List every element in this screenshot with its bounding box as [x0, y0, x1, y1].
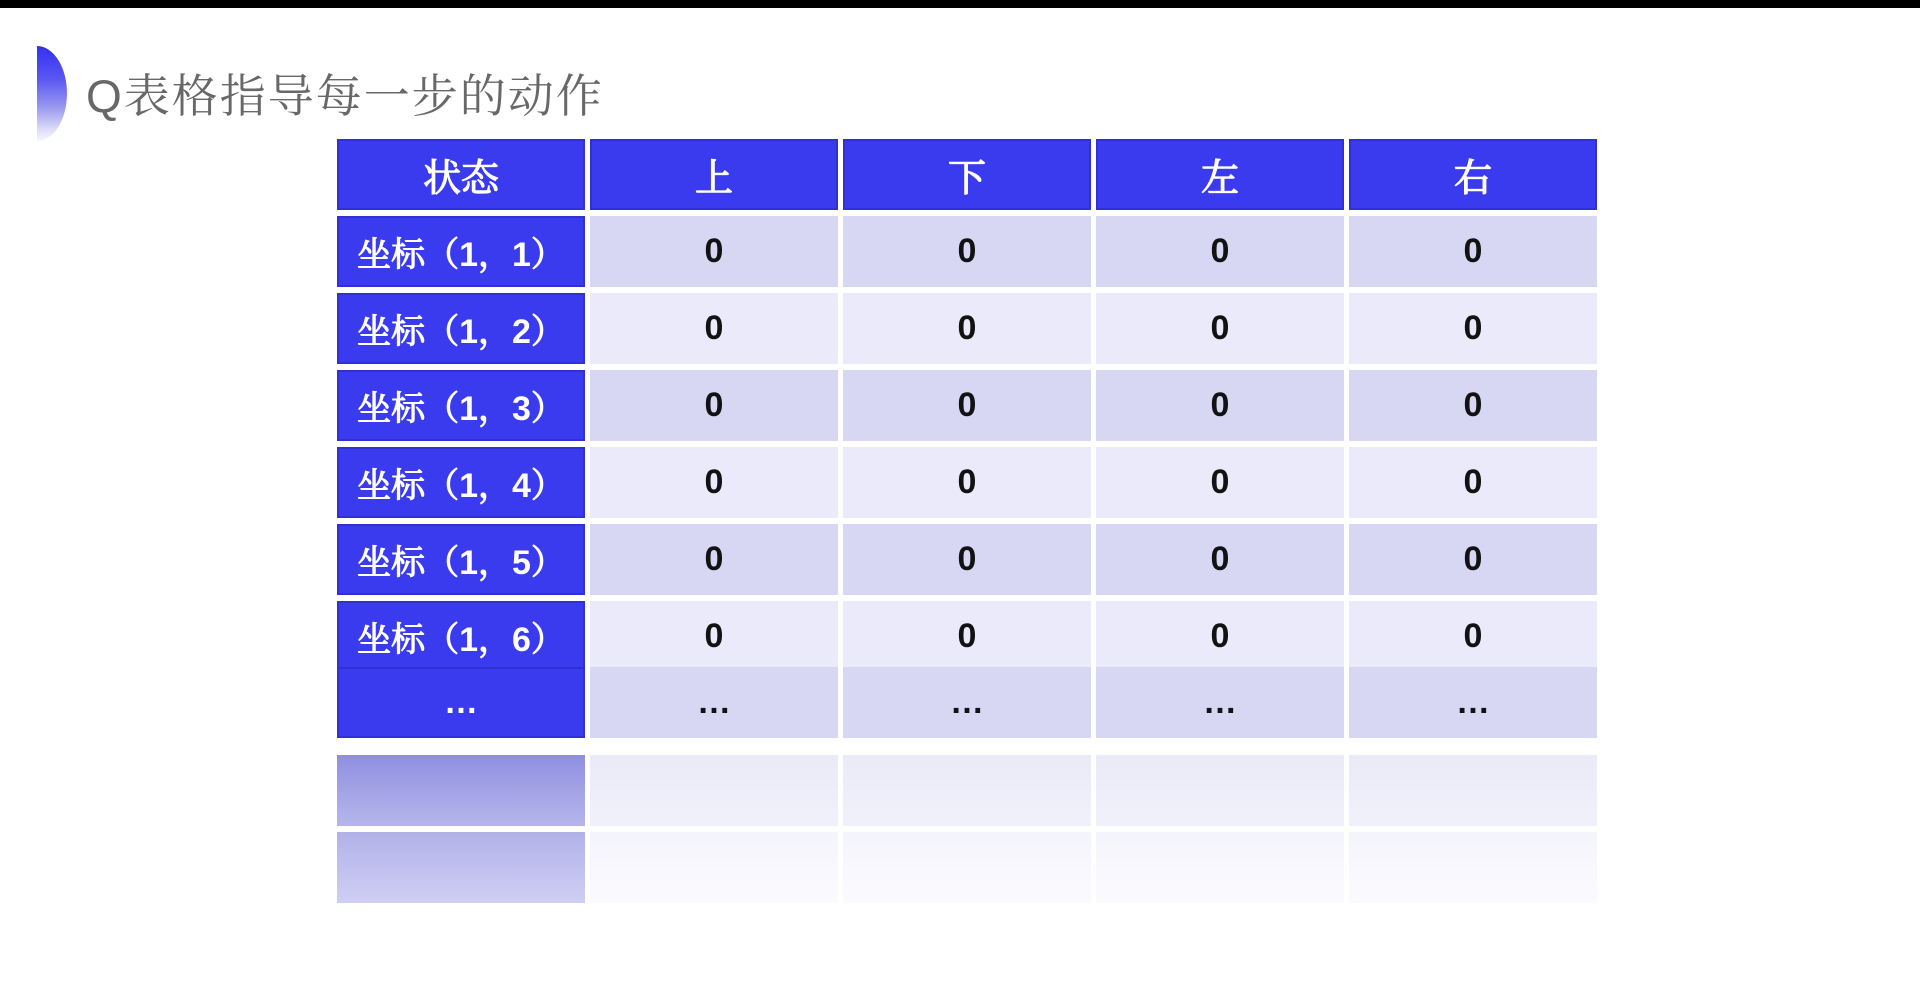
- q-value-cell: 0: [1096, 601, 1344, 672]
- q-value-cell: 0: [1349, 524, 1597, 595]
- q-value-cell: 0: [1096, 370, 1344, 441]
- ellipsis-cell: …: [843, 667, 1091, 738]
- q-value-cell: 0: [843, 447, 1091, 518]
- empty-cell: [590, 755, 838, 826]
- q-value-cell: 0: [1349, 447, 1597, 518]
- row-label: 坐标（1，6）: [337, 601, 585, 672]
- header-cell-right: 右: [1349, 139, 1597, 210]
- q-value-cell: 0: [1349, 370, 1597, 441]
- empty-cell: [843, 755, 1091, 826]
- header-cell-left: 左: [1096, 139, 1344, 210]
- q-value-cell: 0: [590, 447, 838, 518]
- page-title: Q表格指导每一步的动作: [86, 70, 604, 122]
- q-value-cell: 0: [590, 601, 838, 672]
- q-table: [337, 139, 1597, 903]
- q-value-cell: 0: [843, 524, 1091, 595]
- header-cell-down: 下: [843, 139, 1091, 210]
- empty-cell: [1096, 755, 1344, 826]
- q-value-cell: 0: [843, 216, 1091, 287]
- empty-cell: [1096, 832, 1344, 903]
- ellipsis-cell: …: [1096, 667, 1344, 738]
- q-value-cell: 0: [590, 293, 838, 364]
- header-cell-up: 上: [590, 139, 838, 210]
- ellipsis-cell: …: [1349, 667, 1597, 738]
- q-value-cell: 0: [1349, 293, 1597, 364]
- ellipsis-row-label: …: [337, 667, 585, 738]
- q-value-cell: 0: [590, 524, 838, 595]
- q-value-cell: 0: [1096, 447, 1344, 518]
- empty-cell: [1349, 755, 1597, 826]
- empty-row-label: [337, 755, 585, 826]
- empty-cell: [590, 832, 838, 903]
- empty-row-label: [337, 832, 585, 903]
- q-value-cell: 0: [1096, 524, 1344, 595]
- row-label: 坐标（1，2）: [337, 293, 585, 364]
- empty-cell: [843, 832, 1091, 903]
- row-label: 坐标（1，4）: [337, 447, 585, 518]
- q-value-cell: 0: [1096, 293, 1344, 364]
- ellipsis-cell: …: [590, 667, 838, 738]
- q-value-cell: 0: [1096, 216, 1344, 287]
- row-label: 坐标（1，1）: [337, 216, 585, 287]
- q-value-cell: 0: [843, 293, 1091, 364]
- q-value-cell: 0: [843, 601, 1091, 672]
- row-label: 坐标（1，3）: [337, 370, 585, 441]
- header-cell-state: 状态: [337, 139, 585, 210]
- empty-cell: [1349, 832, 1597, 903]
- row-label: 坐标（1，5）: [337, 524, 585, 595]
- q-value-cell: 0: [1349, 601, 1597, 672]
- q-value-cell: 0: [1349, 216, 1597, 287]
- q-value-cell: 0: [590, 216, 838, 287]
- q-value-cell: 0: [590, 370, 838, 441]
- q-value-cell: 0: [843, 370, 1091, 441]
- letterbox-bar: [0, 0, 1920, 8]
- title-bullet-icon: [37, 46, 67, 141]
